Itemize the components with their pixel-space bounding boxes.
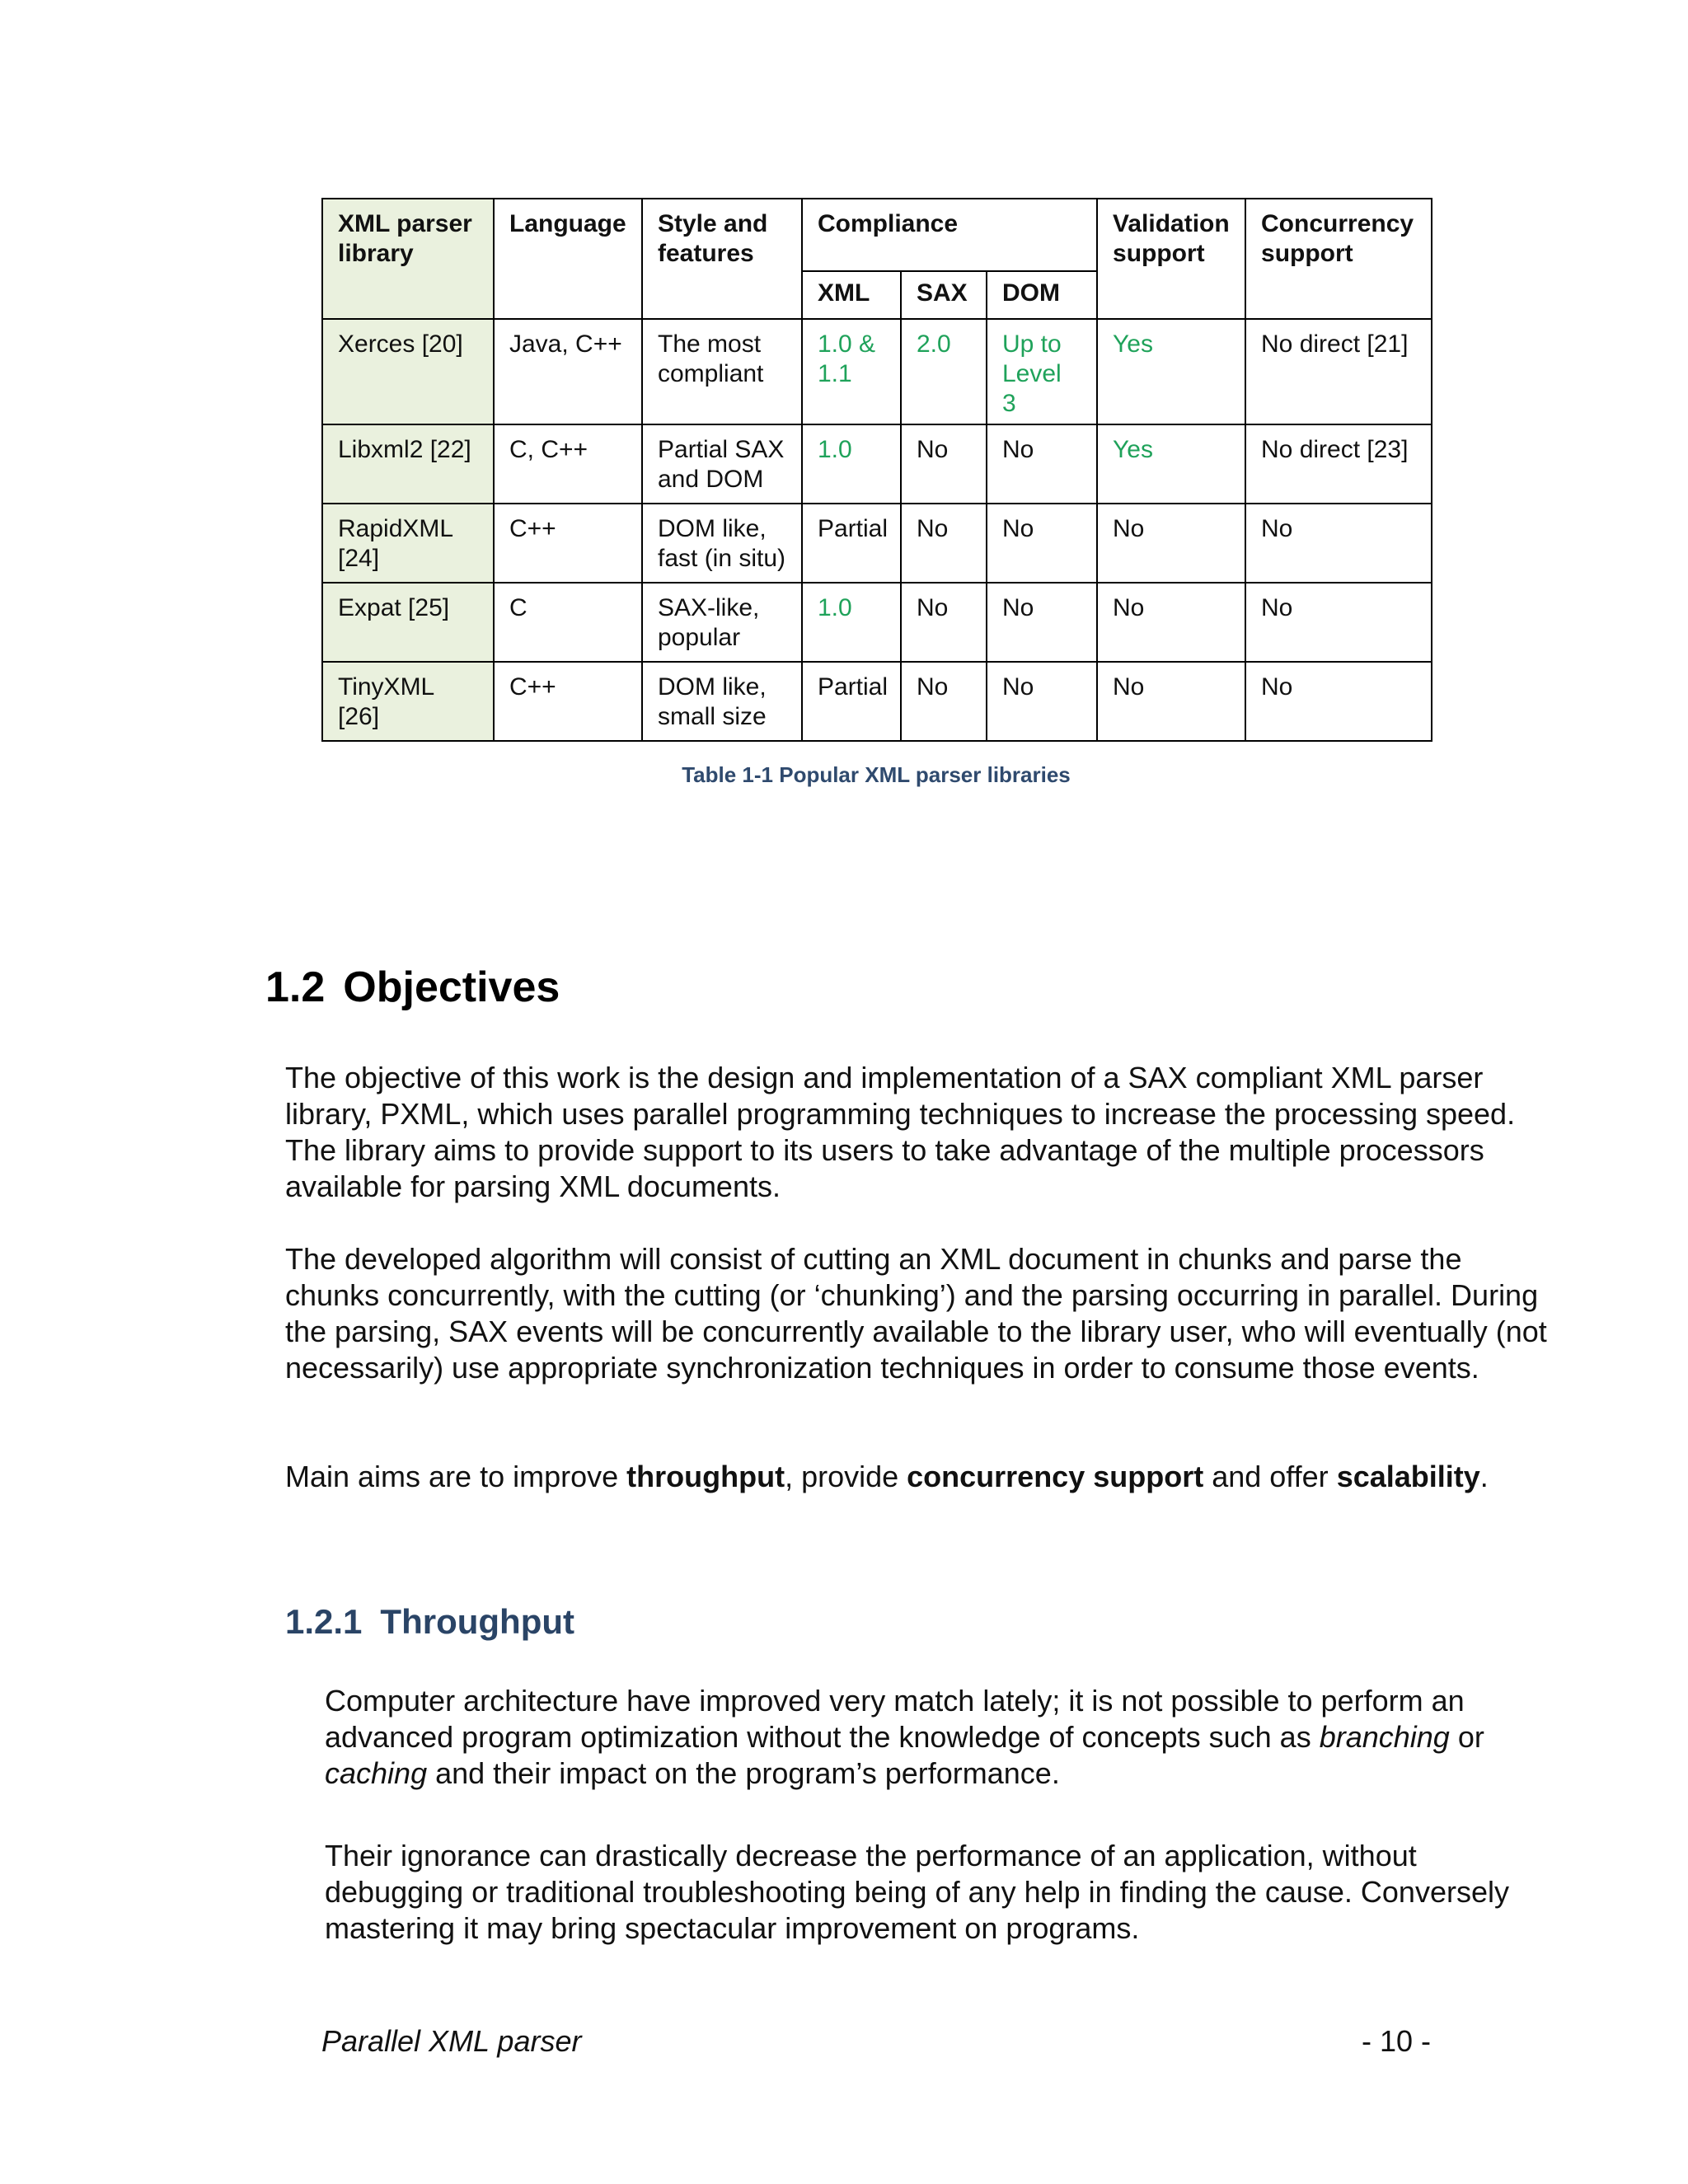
subsection-title: Throughput: [380, 1602, 574, 1641]
text-run: and their impact on the program’s performance.: [427, 1756, 1060, 1790]
header-sax: SAX: [901, 271, 987, 319]
header-dom: DOM: [987, 271, 1097, 319]
cell-validation: No: [1097, 583, 1245, 662]
cell-sax: No: [901, 504, 987, 583]
cell-library: RapidXML [24]: [322, 504, 494, 583]
header-compliance: Compliance: [802, 199, 1097, 271]
section-number: 1.2: [265, 963, 326, 1011]
cell-xml: Partial: [802, 504, 901, 583]
header-style: Style and features: [642, 199, 802, 319]
footer-title: Parallel XML parser: [321, 2024, 582, 2058]
text-run: Main aims are to improve: [285, 1460, 627, 1493]
cell-concurrency: No direct [21]: [1245, 319, 1432, 424]
cell-xml: 1.0: [802, 583, 901, 662]
text-run: Computer architecture have improved very match lately; it is not possible to perform an advanced program optimization without the knowledge of concepts such as: [325, 1684, 1465, 1754]
header-xml: XML: [802, 271, 901, 319]
cell-concurrency: No: [1245, 583, 1432, 662]
bold-term: concurrency support: [907, 1460, 1204, 1493]
cell-style: DOM like, fast (in situ): [642, 504, 802, 583]
subsection-number: 1.2.1: [285, 1602, 363, 1641]
cell-xml: 1.0 & 1.1: [802, 319, 901, 424]
ignorance-paragraph: Their ignorance can drastically decrease the performance of an application, without debugging or traditional troubleshooting being of any help in finding the cause. Conversely mastering it may bring spectacular improvement on programs.: [325, 1839, 1509, 1945]
cell-library: Libxml2 [22]: [322, 424, 494, 504]
cell-style: The most compliant: [642, 319, 802, 424]
cell-xml: Partial: [802, 662, 901, 741]
text-run: , provide: [785, 1460, 907, 1493]
cell-sax: 2.0: [901, 319, 987, 424]
header-library: XML parser library: [322, 199, 494, 319]
cell-validation: Yes: [1097, 319, 1245, 424]
italic-term: branching: [1319, 1720, 1450, 1754]
cell-dom: No: [987, 424, 1097, 504]
cell-language: C++: [494, 662, 642, 741]
table-caption: Table 1-1 Popular XML parser libraries: [682, 762, 1071, 787]
header-language: Language: [494, 199, 642, 319]
cell-language: C: [494, 583, 642, 662]
page-number: - 10 -: [1361, 2024, 1431, 2058]
cell-xml: 1.0: [802, 424, 901, 504]
italic-term: caching: [325, 1756, 428, 1790]
table-row: [322, 424, 1432, 504]
cell-dom: No: [987, 504, 1097, 583]
table-row: [322, 319, 1432, 424]
header-concurrency: Concurrency support: [1245, 199, 1432, 319]
header-validation: Validation support: [1097, 199, 1245, 319]
cell-library: Expat [25]: [322, 583, 494, 662]
algorithm-paragraph: The developed algorithm will consist of cutting an XML document in chunks and parse the chunks concurrently, with the cutting (or ‘chunking’) and the parsing occurring in parallel. During the parsing, SAX events will be concurrently available to the library user, who will eventually (not necessarily) use appropriate synchronization techniques in order to consume those events.: [285, 1242, 1547, 1385]
cell-dom: Up to Level 3: [987, 319, 1097, 424]
section-heading: [265, 963, 560, 1012]
architecture-paragraph: [325, 1683, 1561, 1792]
cell-language: Java, C++: [494, 319, 642, 424]
cell-language: C++: [494, 504, 642, 583]
cell-sax: No: [901, 424, 987, 504]
text-run: and offer: [1203, 1460, 1337, 1493]
cell-validation: No: [1097, 504, 1245, 583]
cell-style: SAX-like, popular: [642, 583, 802, 662]
table-row: [322, 662, 1432, 741]
cell-dom: No: [987, 662, 1097, 741]
subsection-heading: [285, 1602, 574, 1642]
cell-concurrency: No: [1245, 504, 1432, 583]
aims-paragraph: [285, 1459, 1554, 1495]
section-title: Objectives: [343, 963, 560, 1011]
text-run: or: [1449, 1720, 1484, 1754]
cell-style: DOM like, small size: [642, 662, 802, 741]
parser-libraries-table: [321, 198, 1432, 742]
cell-language: C, C++: [494, 424, 642, 504]
cell-sax: No: [901, 583, 987, 662]
cell-library: TinyXML [26]: [322, 662, 494, 741]
bold-term: throughput: [626, 1460, 785, 1493]
bold-term: scalability: [1336, 1460, 1480, 1493]
cell-library: Xerces [20]: [322, 319, 494, 424]
text-run: .: [1479, 1460, 1489, 1493]
cell-validation: Yes: [1097, 424, 1245, 504]
table-row: [322, 583, 1432, 662]
cell-dom: No: [987, 583, 1097, 662]
cell-validation: No: [1097, 662, 1245, 741]
table-row: [322, 504, 1432, 583]
cell-concurrency: No direct [23]: [1245, 424, 1432, 504]
cell-concurrency: No: [1245, 662, 1432, 741]
cell-style: Partial SAX and DOM: [642, 424, 802, 504]
cell-sax: No: [901, 662, 987, 741]
objective-paragraph: The objective of this work is the design and implementation of a SAX compliant XML parser library, PXML, which uses parallel programming techniques to increase the processing speed. The library aims to provide support to its users to take advantage of the multiple processors available for parsing XML documents.: [285, 1061, 1516, 1203]
